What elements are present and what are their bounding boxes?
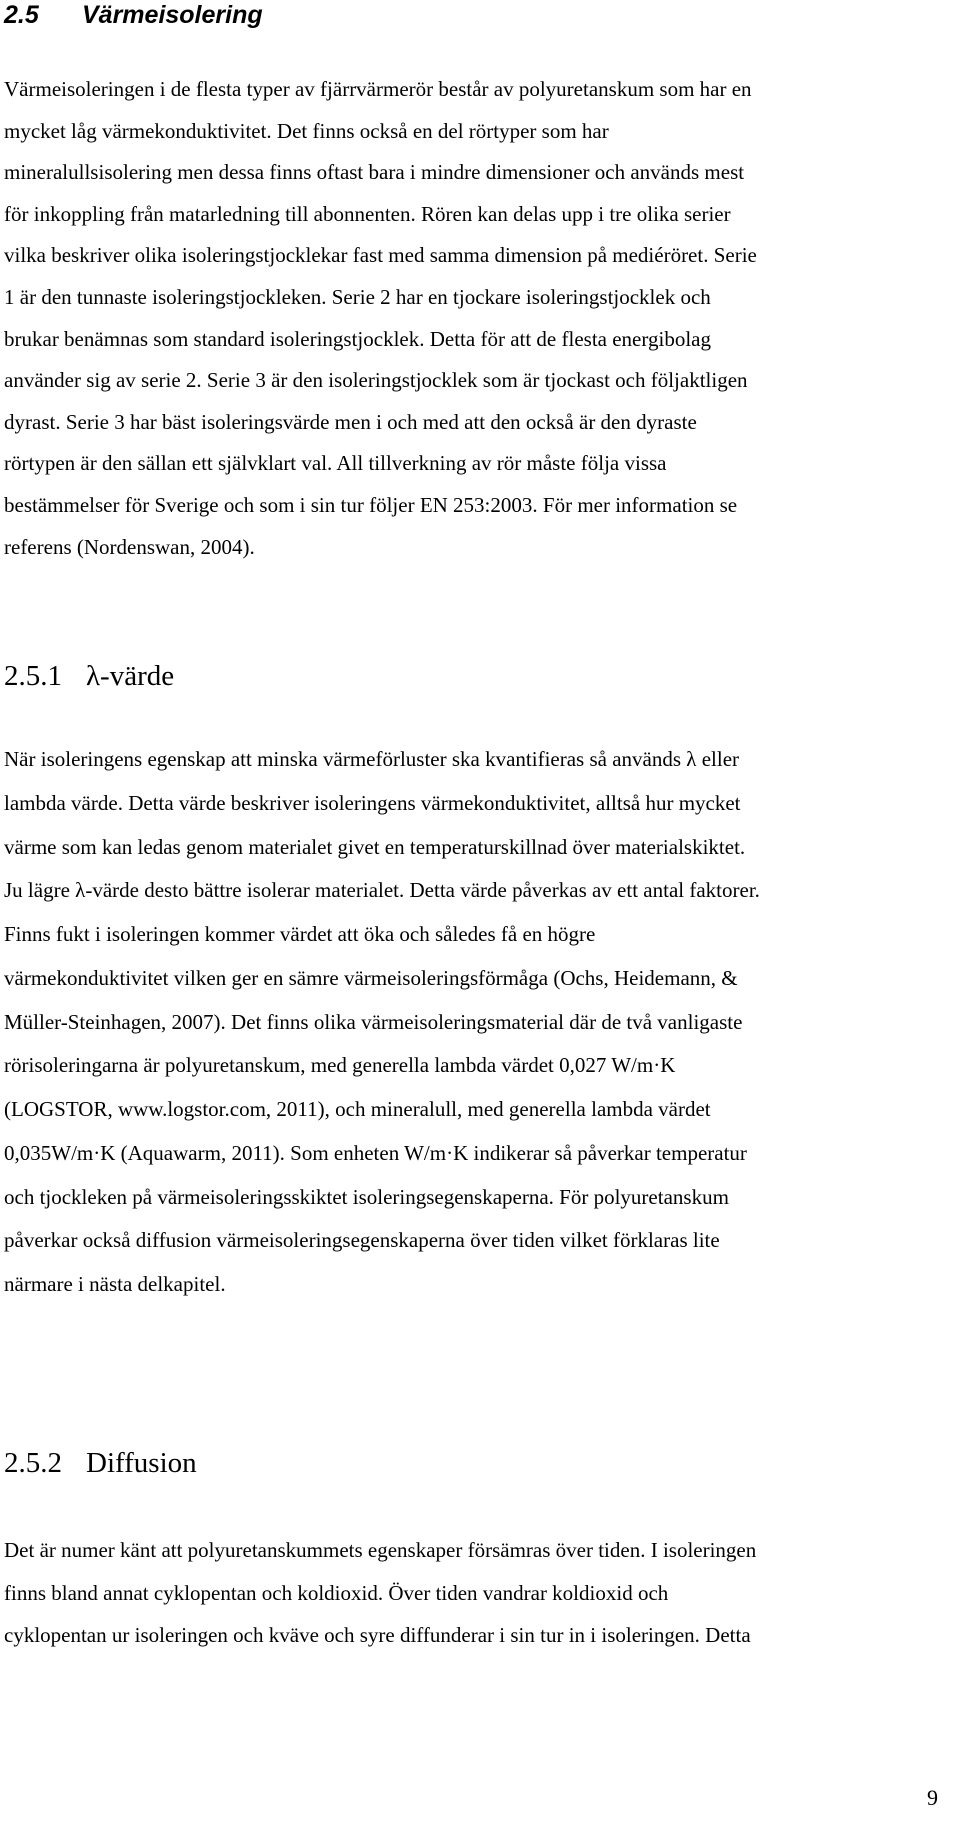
text-line: brukar benämnas som standard isoleringstjocklek. Detta för att de flesta energibolag xyxy=(4,326,711,351)
page-number: 9 xyxy=(927,1785,938,1810)
text-line: för inkoppling från matarledning till abonnenten. Rören kan delas upp i tre olika serier xyxy=(4,201,731,226)
text-line: När isoleringens egenskap att minska värmeförluster ska kvantifieras så används λ eller xyxy=(4,747,740,771)
text-line: dyrast. Serie 3 har bäst isoleringsvärde men i och med att den också är den dyraste xyxy=(4,409,697,434)
text-line: rörisoleringarna är polyuretanskum, med generella lambda värdet 0,027 W/m·K xyxy=(4,1053,676,1078)
text-line: och tjockleken på värmeisoleringsskiktet isoleringsegenskaperna. För polyuretanskum xyxy=(4,1184,729,1209)
paragraph-diffusion xyxy=(4,1529,956,1657)
text-line: lambda värde. Detta värde beskriver isoleringens värmekonduktivitet, alltså hur mycket xyxy=(4,790,741,815)
section-number: 2.5 xyxy=(4,1,39,29)
text-line: Det är numer känt att polyuretanskummets egenskaper försämras över tiden. I isoleringen xyxy=(4,1538,757,1562)
text-line: mineralullsisolering men dessa finns oftast bara i mindre dimensioner och används mest xyxy=(4,160,745,185)
text-line: (LOGSTOR, www.logstor.com, 2011), och mineralull, med generella lambda värdet xyxy=(4,1097,711,1121)
section-number: 2.5.2 xyxy=(4,1447,62,1479)
section-title: Värmeisolering xyxy=(82,1,263,29)
section-title: Diffusion xyxy=(86,1447,197,1479)
text-line: värmekonduktivitet vilken ger en sämre värmeisoleringsförmåga (Ochs, Heidemann, & xyxy=(4,965,738,990)
text-line: referens (Nordenswan, 2004). xyxy=(4,534,255,559)
section-heading-2-5-1 xyxy=(4,659,174,693)
text-line: närmare i nästa delkapitel. xyxy=(4,1272,226,1296)
text-line: påverkar också diffusion värmeisoleringsegenskaperna över tiden vilket förklaras lite xyxy=(4,1228,720,1253)
text-line: rörtypen är den sällan ett självklart val. All tillverkning av rör måste följa vissa xyxy=(4,451,667,476)
text-line: finns bland annat cyklopentan och koldioxid. Över tiden vandrar koldioxid och xyxy=(4,1580,669,1605)
text-line: vilka beskriver olika isoleringstjocklekar fast med samma dimension på mediéröret. Serie xyxy=(4,243,757,268)
text-line: använder sig av serie 2. Serie 3 är den isoleringstjocklek som är tjockast och följaktligen xyxy=(4,368,748,393)
section-title: λ-värde xyxy=(86,660,175,692)
text-line: Värmeisoleringen i de flesta typer av fjärrvärmerör består av polyuretanskum som har en xyxy=(4,77,752,101)
section-number: 2.5.1 xyxy=(4,660,62,692)
text-line: Finns fukt i isoleringen kommer värdet att öka och således få en högre xyxy=(4,922,596,946)
paragraph-varmeisolering xyxy=(4,69,956,568)
text-line: 0,035W/m·K (Aquawarm, 2011). Som enheten W/m·K indikerar så påverkar temperatur xyxy=(4,1140,747,1165)
text-line: mycket låg värmekonduktivitet. Det finns också en del rörtyper som har xyxy=(4,118,609,143)
text-line: 1 är den tunnaste isoleringstjockleken. Serie 2 har en tjockare isoleringstjocklek och xyxy=(4,284,711,309)
text-line: Ju lägre λ-värde desto bättre isolerar materialet. Detta värde påverkas av ett antal faktorer. xyxy=(4,878,760,903)
paragraph-lambda-varde xyxy=(4,738,956,1307)
section-heading-2-5 xyxy=(4,0,263,30)
section-heading-2-5-2 xyxy=(4,1446,197,1480)
text-line: cyklopentan ur isoleringen och kväve och syre diffunderar i sin tur in i isoleringen. Detta xyxy=(4,1623,751,1647)
text-line: Müller-Steinhagen, 2007). Det finns olika värmeisoleringsmaterial där de två vanligaste xyxy=(4,1009,743,1034)
text-line: värme som kan ledas genom materialet givet en temperaturskillnad över materialskiktet. xyxy=(4,834,746,859)
text-line: bestämmelser för Sverige och som i sin tur följer EN 253:2003. För mer information se xyxy=(4,492,738,517)
